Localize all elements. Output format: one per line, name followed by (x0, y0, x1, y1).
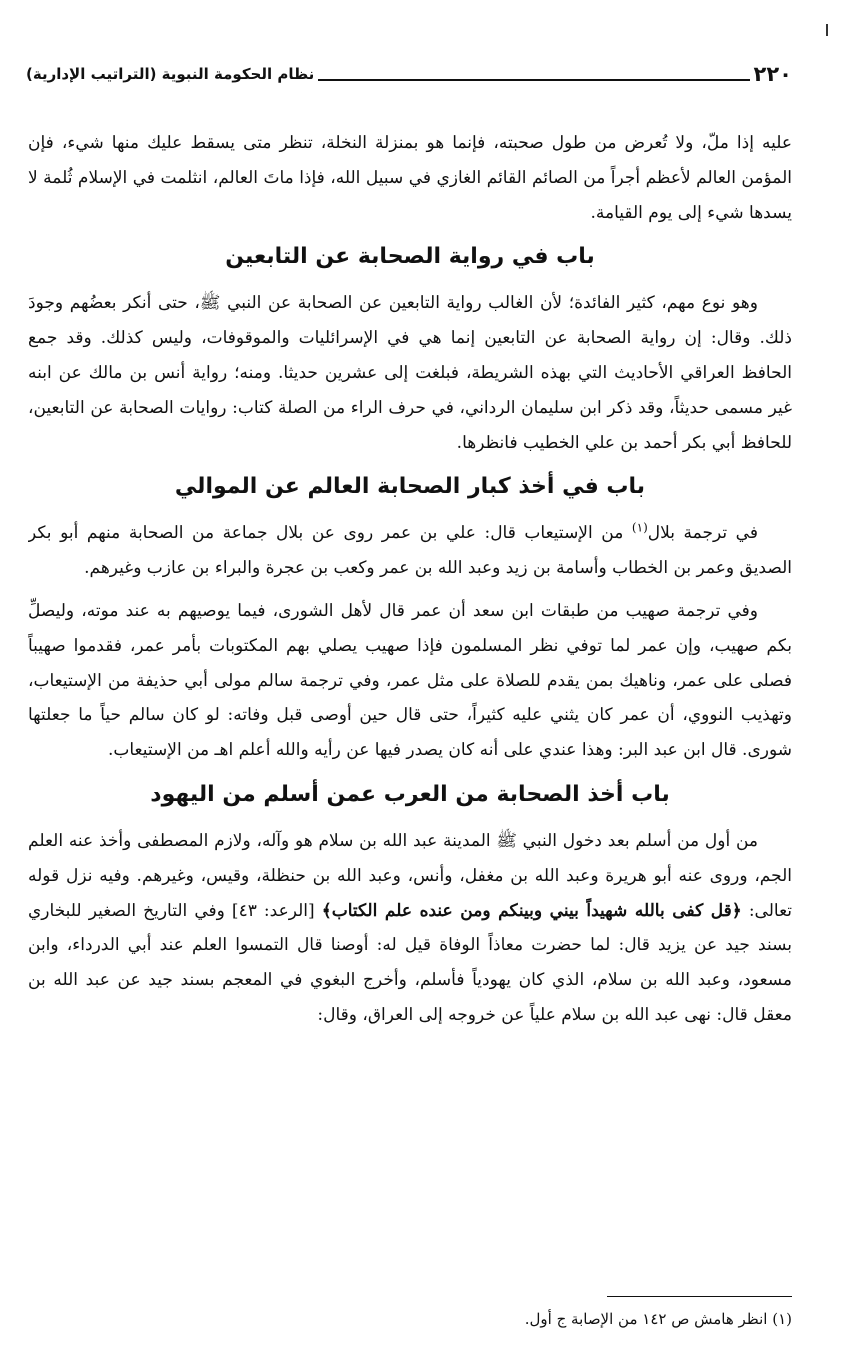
page-edge-mark (826, 24, 828, 36)
paragraph-text: من أول من أسلم بعد دخول النبي ﷺ المدينة عبد الله بن سلام هو وآله، ولازم المصطفى وأخذ عنه العلم الجم، وروى عنه أبو هريرة وعبد الله بن مغفل، وأنس، وعبد الله بن حنظلة، وقيس، وغيرهم. وفيه نزل قوله تعالى: (28, 830, 792, 921)
paragraph-text: وفي ترجمة صهيب من طبقات ابن سعد أن عمر قال لأهل الشورى، فيما يوصيهم به عند موته، وليصلِّ بكم صهيب، وإن عمر لما توفي نظر المسلمون فإذا صهيب يصلي بهم المكتوبات بأمر عمر، فقدموا صهيباً فصلى على عمر، وناهيك بمن يقدم للصلاة على مثل عمر، وفي ترجمة سالم مولى أبي حذيفة من الإستيعاب، وتهذيب النووي، أن عمر كان يثني عليه كثيراً، حتى قال حين أوصى قبل وفاته: لو كان سالم حياً ما جعلتها شورى. قال ابن عبد البر: وهذا عندي على أنه كان يصدر فيها عن رأيه والله أعلم اهـ من الإستيعاب. (28, 600, 792, 761)
paragraph (28, 516, 792, 586)
paragraph-text: في ترجمة بلال (647, 523, 758, 544)
paragraph-text: وهو نوع مهم، كثير الفائدة؛ لأن الغالب رواية التابعين عن الصحابة عن النبي ﷺ، حتى أنكر بعضُهم وجودَ ذلك. وقال: إن رواية الصحابة عن التابعين إنما هي في الإسرائليات والموقوفات، وليس كذلك. وقد جمع الحافظ العراقي الأحاديث التي بهذه الشريطة، فبلغت إلى عشرين حديثا. ومنه؛ رواية أنس بن مالك عن ابنه غير مسمى حديثاً، وقد ذكر ابن سليمان الرداني، في حرف الراء من الصلة كتاب: روايات الصحابة عن التابعين، للحافظ أبي بكر أحمد بن علي الخطيب فانظرها. (28, 293, 792, 453)
paragraph (28, 824, 792, 1033)
main-text (28, 126, 792, 1266)
page-number: ٢٢٠ (753, 62, 792, 86)
quran-verse: ﴿قل كفى بالله شهيداً بيني وبينكم ومن عنده علم الكتاب﴾ (321, 900, 742, 921)
paragraph-text: عليه إذا ملّ، ولا تُعرض من طول صحبته، فإنما هو بمنزلة النخلة، تنظر متى يسقط عليك منها شيء، فإن المؤمن العالم لأعظم أجراً من الصائم القائم الغازي في سبيل الله، فإذا ماتَ العالم، انثلمت في الإسلام ثُلمة لا يسدها شيء إلى يوم القيامة. (28, 133, 792, 223)
paragraph (28, 286, 792, 460)
footnote-separator (607, 1296, 792, 1297)
paragraph (28, 594, 792, 768)
section-heading: باب في أخذ كبار الصحابة العالم عن الموالي (174, 474, 646, 500)
paragraph-text: [الرعد: ٤٣] وفي التاريخ الصغير للبخاري بسند جيد عن يزيد قال: لما حضرت معاذاً الوفاة قيل له: أوصنا قال التمسوا العلم عند أبي الدرداء، وابن مسعود، وعبد الله بن سلام، الذي كان يهودياً فأسلم، وأخرج البغوي في المعجم بسند جيد عن عبد الله بن معقل قال: نهى عبد الله بن سلام علياً عن خروجه إلى العراق، وقال: (28, 900, 792, 1025)
header-rule (318, 79, 749, 81)
page-header (26, 56, 792, 86)
footnote-reference: (١) (631, 520, 648, 535)
paragraph-text: من الإستيعاب قال: علي بن عمر روى عن بلال جماعة من الصحابة منهم أبو بكر الصديق وعمر بن الخطاب وأسامة بن زيد وعبد الله بن عمر وكعب بن عجرة والبراء بن عازب وغيرهم. (28, 523, 792, 579)
paragraph (28, 126, 792, 230)
section-heading: باب في رواية الصحابة عن التابعين (225, 244, 595, 270)
footnote: (١) انظر هامش ص ١٤٢ من الإصابة ج أول. (524, 1310, 792, 1328)
running-title: نظام الحكومة النبوية (التراتيب الإدارية) (26, 65, 315, 83)
section-heading: باب أخذ الصحابة من العرب عمن أسلم من اليهود (150, 781, 670, 807)
